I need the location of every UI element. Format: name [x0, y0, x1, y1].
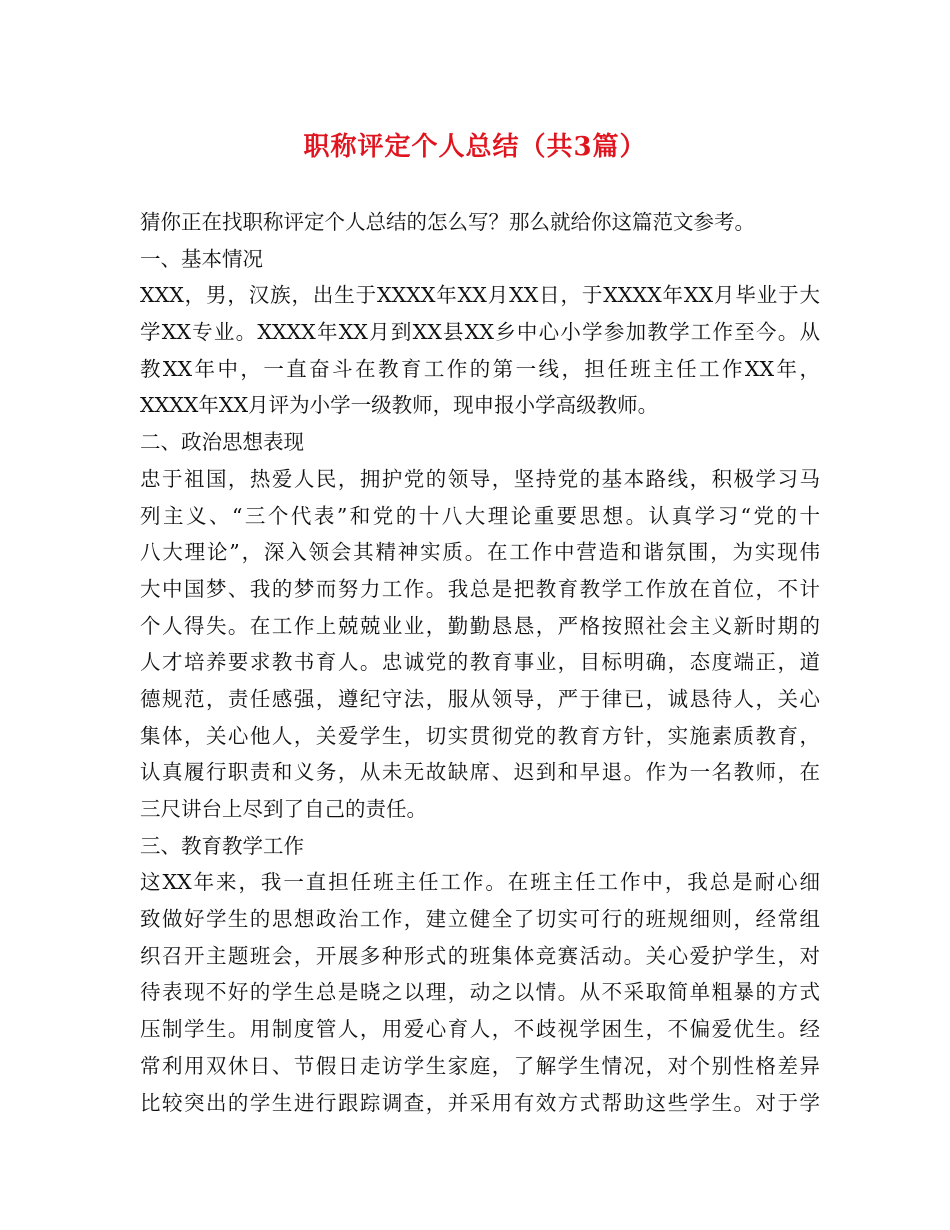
text-line: 教XX年中，一直奋斗在教育工作的第一线，担任班主任工作XX年，: [140, 356, 820, 381]
text-line: 三、教育教学工作: [140, 833, 304, 858]
text-line: 学XX专业。XXXX年XX月到XX县XX乡中心小学参加教学工作至今。从: [140, 320, 820, 345]
text-line: 集体，关心他人，关爱学生，切实贯彻党的教育方针，实施素质教育，: [140, 723, 820, 748]
text-line: 比较突出的学生进行跟踪调查，并采用有效方式帮助这些学生。对于学: [140, 1090, 820, 1115]
text-line: 猜你正在找职称评定个人总结的怎么写？那么就给你这篇范文参考。: [140, 210, 755, 234]
text-line: XXXX年XX月评为小学一级教师，现申报小学高级教师。: [140, 393, 659, 418]
text-line: 忠于祖国，热爱人民，拥护党的领导，坚持党的基本路线，积极学习马: [140, 466, 820, 491]
text-line: 致做好学生的思想政治工作，建立健全了切实可行的班规细则，经常组: [140, 907, 820, 932]
text-line: 二、政治思想表现: [140, 430, 304, 455]
text-line: 列主义、“三个代表”和党的十八大理论重要思想。认真学习“党的十: [140, 503, 820, 528]
text-line: 人才培养要求教书育人。忠诚党的教育事业，目标明确，态度端正，道: [140, 650, 820, 675]
document-body: [140, 204, 820, 1121]
text-line: 一、基本情况: [140, 246, 263, 271]
document-title: 职称评定个人总结（共3篇）: [303, 132, 647, 162]
text-line: 八大理论”，深入领会其精神实质。在工作中营造和谐氛围，为实现伟: [140, 540, 820, 565]
text-line: 德规范，责任感强，遵纪守法，服从领导，严于律已，诚恳待人，关心: [140, 686, 820, 711]
text-line: XXX，男，汉族，出生于XXXX年XX月XX日，于XXXX年XX月毕业于大: [140, 283, 820, 308]
text-line: 认真履行职责和义务，从未无故缺席、迟到和早退。作为一名教师，在: [140, 760, 820, 785]
text-line: 待表现不好的学生总是晓之以理，动之以情。从不采取简单粗暴的方式: [140, 980, 820, 1005]
text-line: 大中国梦、我的梦而努力工作。我总是把教育教学工作放在首位，不计: [140, 576, 820, 601]
text-line: 常利用双休日、节假日走访学生家庭，了解学生情况，对个别性格差异: [140, 1053, 820, 1078]
text-line: 个人得失。在工作上兢兢业业，勤勤恳恳，严格按照社会主义新时期的: [140, 613, 820, 638]
text-line: 压制学生。用制度管人，用爱心育人，不歧视学困生，不偏爱优生。经: [140, 1017, 820, 1042]
text-line: 这XX年来，我一直担任班主任工作。在班主任工作中，我总是耐心细: [140, 870, 820, 895]
text-line: 三尺讲台上尽到了自己的责任。: [140, 797, 427, 821]
text-line: 织召开主题班会，开展多种形式的班集体竞赛活动。关心爱护学生，对: [140, 943, 820, 968]
